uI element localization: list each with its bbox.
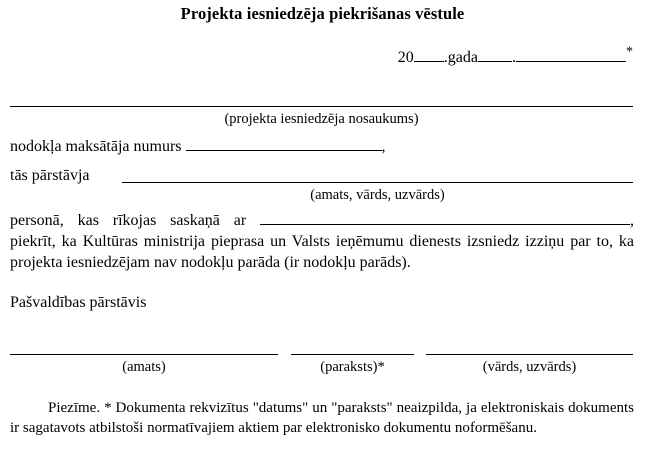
caption-projekta-iesniedzeja-nosaukums: (projekta iesniedzēja nosaukums) — [224, 111, 419, 127]
consent-paragraph — [10, 208, 634, 273]
applicant-name-rule[interactable] — [10, 106, 633, 107]
taxpayer-number-label: nodokļa maksātāja numurs — [10, 138, 182, 155]
representative-rule[interactable] — [122, 182, 633, 183]
date-line — [0, 45, 633, 67]
taxpayer-number-blank[interactable] — [186, 134, 382, 151]
signature-rule-paraksts[interactable] — [291, 354, 414, 355]
taxpayer-number-line — [10, 134, 386, 156]
caption-amats-vards-uzvards: (amats, vārds, uzvārds) — [310, 187, 445, 203]
representative-line — [10, 167, 90, 185]
date-footnote-marker: * — [626, 44, 633, 60]
date-separator-dot: . — [512, 49, 516, 66]
signature-rule-amats[interactable] — [10, 354, 278, 355]
date-year-prefix: 20 — [397, 49, 414, 66]
caption-paraksts: (paraksts)* — [320, 359, 385, 375]
consent-lead-comma: , — [630, 212, 635, 229]
signature-role-label: Pašvaldības pārstāvis — [10, 294, 147, 311]
date-month-blank[interactable] — [516, 45, 626, 62]
date-day-blank[interactable] — [478, 45, 512, 62]
caption-amats: (amats) — [122, 359, 166, 375]
representative-label: tās pārstāvja — [10, 167, 90, 184]
legal-basis-blank[interactable] — [260, 208, 630, 225]
caption-vards-uzvards: (vārds, uzvārds) — [482, 359, 577, 375]
signature-rule-vards-uzvards[interactable] — [426, 354, 633, 355]
footnote-text: Piezīme. * Dokumenta rekvizītus "datums" un "paraksts" neaizpilda, ja elektroniskais dokuments ir sagatavots atbilstoši normatīvajiem aktiem par elektronisko dokumentu noformēšanu. — [10, 400, 634, 436]
consent-lead-label: personā, kas rīkojas saskaņā ar — [10, 212, 247, 229]
date-year-blank[interactable] — [414, 45, 444, 62]
page-title: Projekta iesniedzēja piekrišanas vēstule — [180, 4, 465, 23]
taxpayer-number-comma: , — [381, 138, 386, 155]
date-gada-label: .gada — [443, 49, 478, 66]
consent-paragraph-text: piekrīt, ka Kultūras ministrija pieprasa un Valsts ieņēmumu dienests izsniedz izziņu par to, ka projekta iesniedzējam nav nodokļu parāda (ir nodokļu parāds). — [10, 233, 634, 271]
